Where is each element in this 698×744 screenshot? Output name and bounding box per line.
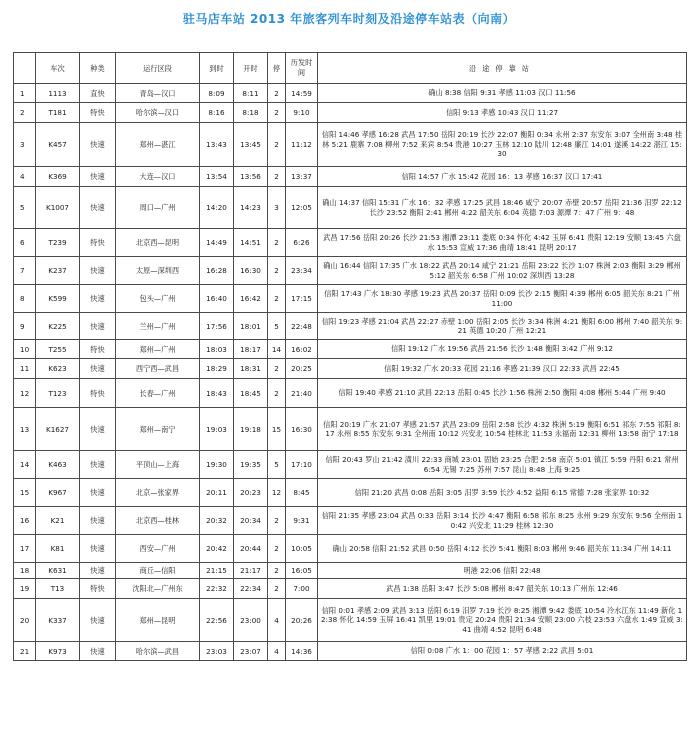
train-type: 快速 [80, 642, 116, 661]
stop-list: 信阳 20:43 罗山 21:42 潢川 22:33 商城 23:01 固始 23:25 合肥 2:58 南京 5:01 镇江 5:59 丹阳 6:21 常州 6:54 无锡 7:25 苏州 7:57 昆山 8:48 上海 9:25 [318, 451, 687, 479]
train-route: 郑州—昆明 [116, 599, 200, 642]
train-route: 北京—张家界 [116, 479, 200, 507]
train-number: T255 [36, 340, 80, 359]
arrive-time: 16:28 [200, 257, 234, 285]
train-number: K369 [36, 167, 80, 187]
header-depart: 开时 [234, 53, 268, 84]
train-type: 特快 [80, 103, 116, 123]
train-type: 快速 [80, 451, 116, 479]
table-row [14, 167, 687, 187]
header-arrive: 到时 [200, 53, 234, 84]
table-row [14, 451, 687, 479]
arrive-time: 22:56 [200, 599, 234, 642]
stop-minutes: 2 [268, 563, 286, 579]
row-index: 2 [14, 103, 36, 123]
header-stops: 沿途停靠站 [318, 53, 687, 84]
stop-list: 武昌 17:56 岳阳 20:26 长沙 21:53 湘潭 23:11 娄底 0:34 怀化 4:42 玉屏 6:41 贵阳 12:19 安顺 13:45 六盘水 15:53 宣威 17:36 曲靖 18:41 昆明 20:17 [318, 229, 687, 257]
depart-time: 22:34 [234, 579, 268, 599]
stop-minutes: 3 [268, 187, 286, 229]
train-route: 青岛—汉口 [116, 84, 200, 103]
stop-list: 信阳 14:57 广水 15:42 花园 16：13 孝感 16:37 汉口 17:41 [318, 167, 687, 187]
travel-time: 20:25 [286, 359, 318, 379]
arrive-time: 13:43 [200, 123, 234, 167]
depart-time: 13:45 [234, 123, 268, 167]
train-type: 快速 [80, 187, 116, 229]
train-number: K21 [36, 507, 80, 535]
row-index: 3 [14, 123, 36, 167]
stop-list: 确山 16:44 信阳 17:35 广水 18:22 武昌 20:14 咸宁 21:21 岳阳 23:22 长沙 1:07 株洲 2:03 衡阳 3:29 郴州 5:12 韶关东 6:58 广州 10:02 深圳西 13:28 [318, 257, 687, 285]
train-type: 快速 [80, 167, 116, 187]
stop-list: 信阳 9:13 孝感 10:43 汉口 11:27 [318, 103, 687, 123]
depart-time: 21:17 [234, 563, 268, 579]
table-row [14, 359, 687, 379]
stop-list: 明港 22:06 信阳 22:48 [318, 563, 687, 579]
row-index: 20 [14, 599, 36, 642]
row-index: 14 [14, 451, 36, 479]
train-number: K1007 [36, 187, 80, 229]
row-index: 4 [14, 167, 36, 187]
train-type: 特快 [80, 340, 116, 359]
train-number: T239 [36, 229, 80, 257]
row-index: 11 [14, 359, 36, 379]
travel-time: 14:36 [286, 642, 318, 661]
depart-time: 13:56 [234, 167, 268, 187]
row-index: 6 [14, 229, 36, 257]
table-row [14, 187, 687, 229]
table-row [14, 563, 687, 579]
table-row [14, 103, 687, 123]
train-route: 太原—深圳西 [116, 257, 200, 285]
train-type: 快速 [80, 285, 116, 313]
travel-time: 17:15 [286, 285, 318, 313]
row-index: 7 [14, 257, 36, 285]
stop-list: 确山 8:38 信阳 9:31 孝感 11:03 汉口 11:56 [318, 84, 687, 103]
train-type: 快速 [80, 408, 116, 451]
depart-time: 18:45 [234, 379, 268, 408]
arrive-time: 20:42 [200, 535, 234, 563]
depart-time: 20:23 [234, 479, 268, 507]
train-type: 快速 [80, 313, 116, 340]
train-route: 北京西—昆明 [116, 229, 200, 257]
arrive-time: 19:30 [200, 451, 234, 479]
stop-minutes: 5 [268, 451, 286, 479]
depart-time: 8:18 [234, 103, 268, 123]
travel-time: 12:05 [286, 187, 318, 229]
train-number: T13 [36, 579, 80, 599]
table-row [14, 229, 687, 257]
depart-time: 18:01 [234, 313, 268, 340]
row-index: 9 [14, 313, 36, 340]
row-index: 17 [14, 535, 36, 563]
train-number: T123 [36, 379, 80, 408]
train-type: 快速 [80, 535, 116, 563]
stop-minutes: 2 [268, 535, 286, 563]
header-duration: 历发时间 [286, 53, 318, 84]
train-number: K973 [36, 642, 80, 661]
arrive-time: 17:56 [200, 313, 234, 340]
stop-minutes: 2 [268, 507, 286, 535]
train-type: 快速 [80, 507, 116, 535]
travel-time: 9:31 [286, 507, 318, 535]
train-route: 周口—广州 [116, 187, 200, 229]
travel-time: 20:26 [286, 599, 318, 642]
stop-list: 信阳 19:32 广水 20:33 花园 21:16 孝感 21:39 汉口 22:33 武昌 22:45 [318, 359, 687, 379]
arrive-time: 14:49 [200, 229, 234, 257]
row-index: 16 [14, 507, 36, 535]
stop-minutes: 2 [268, 579, 286, 599]
row-index: 10 [14, 340, 36, 359]
travel-time: 17:10 [286, 451, 318, 479]
train-number: K623 [36, 359, 80, 379]
train-route: 沈阳北—广州东 [116, 579, 200, 599]
travel-time: 14:59 [286, 84, 318, 103]
arrive-time: 14:20 [200, 187, 234, 229]
travel-time: 21:40 [286, 379, 318, 408]
arrive-time: 21:15 [200, 563, 234, 579]
stop-list: 信阳 19:12 广水 19:56 武昌 21:56 长沙 1:48 衡阳 3:42 广州 9:12 [318, 340, 687, 359]
table-row [14, 285, 687, 313]
table-row [14, 507, 687, 535]
page-title: 驻马店车站 2013 年旅客列车时刻及沿途停车站表（向南） [182, 12, 516, 26]
stop-minutes: 14 [268, 340, 286, 359]
train-type: 快速 [80, 599, 116, 642]
stop-minutes: 2 [268, 84, 286, 103]
travel-time: 23:34 [286, 257, 318, 285]
depart-time: 18:17 [234, 340, 268, 359]
depart-time: 23:00 [234, 599, 268, 642]
stop-list: 信阳 19:23 孝感 21:04 武昌 22:27 赤壁 1:00 岳阳 2:05 长沙 3:34 株洲 4:21 衡阳 6:00 郴州 7:40 韶关东 9:21 英德 10:20 广州 12:21 [318, 313, 687, 340]
stop-list: 武昌 1:38 岳阳 3:47 长沙 5:08 郴州 8:47 韶关东 10:13 广州东 12:46 [318, 579, 687, 599]
travel-time: 22:48 [286, 313, 318, 340]
arrive-time: 18:29 [200, 359, 234, 379]
table-row [14, 340, 687, 359]
train-number: K631 [36, 563, 80, 579]
depart-time: 8:11 [234, 84, 268, 103]
train-type: 特快 [80, 229, 116, 257]
row-index: 5 [14, 187, 36, 229]
stop-minutes: 2 [268, 379, 286, 408]
train-number: K237 [36, 257, 80, 285]
stop-minutes: 15 [268, 408, 286, 451]
train-number: K463 [36, 451, 80, 479]
depart-time: 14:51 [234, 229, 268, 257]
stop-list: 信阳 21:20 武昌 0:08 岳阳 3:05 汨罗 3:59 长沙 4:52 益阳 6:15 常德 7:28 张家界 10:32 [318, 479, 687, 507]
train-number: K599 [36, 285, 80, 313]
travel-time: 8:45 [286, 479, 318, 507]
travel-time: 6:26 [286, 229, 318, 257]
travel-time: 10:05 [286, 535, 318, 563]
header-index [14, 53, 36, 84]
train-number: T181 [36, 103, 80, 123]
row-index: 19 [14, 579, 36, 599]
train-type: 快速 [80, 479, 116, 507]
stop-list: 确山 20:58 信阳 21:52 武昌 0:50 岳阳 4:12 长沙 5:41 衡阳 8:03 郴州 9:46 韶关东 11:34 广州 14:11 [318, 535, 687, 563]
travel-time: 13:37 [286, 167, 318, 187]
arrive-time: 20:32 [200, 507, 234, 535]
table-row [14, 642, 687, 661]
timetable [13, 52, 687, 661]
train-type: 特快 [80, 379, 116, 408]
stop-minutes: 12 [268, 479, 286, 507]
table-header-row [14, 53, 687, 84]
table-row [14, 579, 687, 599]
table-row [14, 123, 687, 167]
depart-time: 20:44 [234, 535, 268, 563]
arrive-time: 20:11 [200, 479, 234, 507]
arrive-time: 19:03 [200, 408, 234, 451]
arrive-time: 18:43 [200, 379, 234, 408]
stop-minutes: 4 [268, 599, 286, 642]
train-route: 平顶山—上海 [116, 451, 200, 479]
stop-list: 信阳 17:43 广水 18:30 孝感 19:23 武昌 20:37 岳阳 0:09 长沙 2:15 衡阳 4:39 郴州 6:05 韶关东 8:21 广州 11:00 [318, 285, 687, 313]
train-type: 快速 [80, 123, 116, 167]
train-route: 北京西—桂林 [116, 507, 200, 535]
depart-time: 16:30 [234, 257, 268, 285]
train-number: K337 [36, 599, 80, 642]
stop-list: 信阳 20:19 广水 21:07 孝感 21:57 武昌 23:09 岳阳 2:58 长沙 4:32 株洲 5:19 衡阳 6:51 祁东 7:55 祁阳 8:17 永州 8:55 东安东 9:31 全州南 10:12 兴安北 10:54 桂林北 11:53 永福南 12:31 柳州 13:58 南宁 17:18 [318, 408, 687, 451]
table-row [14, 313, 687, 340]
depart-time: 19:35 [234, 451, 268, 479]
train-type: 特快 [80, 579, 116, 599]
stop-minutes: 2 [268, 257, 286, 285]
stop-minutes: 5 [268, 313, 286, 340]
arrive-time: 8:16 [200, 103, 234, 123]
train-route: 大连—汉口 [116, 167, 200, 187]
stop-minutes: 2 [268, 229, 286, 257]
row-index: 18 [14, 563, 36, 579]
stop-list: 信阳 19:40 孝感 21:10 武昌 22:13 岳阳 0:45 长沙 1:56 株洲 2:50 衡阳 4:08 郴州 5:44 广州 9:40 [318, 379, 687, 408]
arrive-time: 16:40 [200, 285, 234, 313]
train-number: K967 [36, 479, 80, 507]
depart-time: 18:31 [234, 359, 268, 379]
train-route: 西安—广州 [116, 535, 200, 563]
table-row [14, 408, 687, 451]
travel-time: 11:12 [286, 123, 318, 167]
table-row [14, 257, 687, 285]
train-number: 1113 [36, 84, 80, 103]
arrive-time: 22:32 [200, 579, 234, 599]
train-number: K457 [36, 123, 80, 167]
row-index: 12 [14, 379, 36, 408]
train-route: 兰州—广州 [116, 313, 200, 340]
row-index: 15 [14, 479, 36, 507]
stop-list: 信阳 0:01 孝感 2:09 武昌 3:13 岳阳 6:19 汨罗 7:19 长沙 8:25 湘潭 9:42 娄底 10:54 冷水江东 11:49 新化 12:38 怀化 14:59 玉屏 16:41 凯里 19:01 贵定 20:24 贵阳 21:34 安顺 23:00 六枝 23:53 六盘水 1:49 宣威 3:41 曲靖 4:52 昆明 6:48 [318, 599, 687, 642]
stop-list: 确山 14:37 信阳 15:31 广水 16：32 孝感 17:25 武昌 18:46 咸宁 20:07 赤壁 20:57 岳阳 21:36 汨罗 22:12 长沙 23:52 衡阳 2:41 郴州 4:22 韶关东 6:04 英德 7:03 源潭 7：47 广州 9：48 [318, 187, 687, 229]
depart-time: 16:42 [234, 285, 268, 313]
travel-time: 16:30 [286, 408, 318, 451]
train-route: 哈尔滨—汉口 [116, 103, 200, 123]
train-type: 快速 [80, 563, 116, 579]
train-number: K1627 [36, 408, 80, 451]
train-type: 快速 [80, 359, 116, 379]
header-type: 种类 [80, 53, 116, 84]
stop-list: 信阳 21:35 孝感 23:04 武昌 0:33 岳阳 3:14 长沙 4:47 衡阳 6:58 祁东 8:25 永州 9:29 东安东 9:56 全州南 10:42 兴安北 11:29 桂林 12:30 [318, 507, 687, 535]
stop-minutes: 2 [268, 167, 286, 187]
train-route: 哈尔滨—武昌 [116, 642, 200, 661]
row-index: 8 [14, 285, 36, 313]
arrive-time: 13:54 [200, 167, 234, 187]
header-train: 车次 [36, 53, 80, 84]
stop-list: 信阳 0:08 广水 1：00 花园 1：57 孝感 2:22 武昌 5:01 [318, 642, 687, 661]
stop-minutes: 2 [268, 103, 286, 123]
travel-time: 16:02 [286, 340, 318, 359]
train-number: K225 [36, 313, 80, 340]
depart-time: 20:34 [234, 507, 268, 535]
train-route: 西宁西—武昌 [116, 359, 200, 379]
depart-time: 14:23 [234, 187, 268, 229]
travel-time: 9:10 [286, 103, 318, 123]
travel-time: 7:00 [286, 579, 318, 599]
row-index: 13 [14, 408, 36, 451]
depart-time: 23:07 [234, 642, 268, 661]
row-index: 1 [14, 84, 36, 103]
stop-minutes: 2 [268, 285, 286, 313]
stop-minutes: 2 [268, 123, 286, 167]
train-number: K81 [36, 535, 80, 563]
stop-minutes: 4 [268, 642, 286, 661]
travel-time: 16:05 [286, 563, 318, 579]
arrive-time: 18:03 [200, 340, 234, 359]
train-route: 郑州—广州 [116, 340, 200, 359]
arrive-time: 23:03 [200, 642, 234, 661]
train-route: 郑州—湛江 [116, 123, 200, 167]
stop-minutes: 2 [268, 359, 286, 379]
header-route: 运行区段 [116, 53, 200, 84]
row-index: 21 [14, 642, 36, 661]
train-type: 直快 [80, 84, 116, 103]
train-type: 快速 [80, 257, 116, 285]
table-row [14, 479, 687, 507]
stop-list: 信阳 14:46 孝感 16:28 武昌 17:50 岳阳 20:19 长沙 22:07 衡阳 0:34 永州 2:37 东安东 3:07 全州南 3:48 桂林 5:21 鹿寨 7:08 柳州 7:52 来宾 8:54 贵港 10:27 玉林 12:10 陆川 12:48 廉江 14:01 遂溪 14:22 湛江 15:30 [318, 123, 687, 167]
table-row [14, 379, 687, 408]
depart-time: 19:18 [234, 408, 268, 451]
train-route: 长春—广州 [116, 379, 200, 408]
train-route: 包头—广州 [116, 285, 200, 313]
table-row [14, 535, 687, 563]
arrive-time: 8:09 [200, 84, 234, 103]
header-stop: 停 [268, 53, 286, 84]
table-row [14, 84, 687, 103]
train-route: 商丘—信阳 [116, 563, 200, 579]
train-route: 郑州—南宁 [116, 408, 200, 451]
table-row [14, 599, 687, 642]
